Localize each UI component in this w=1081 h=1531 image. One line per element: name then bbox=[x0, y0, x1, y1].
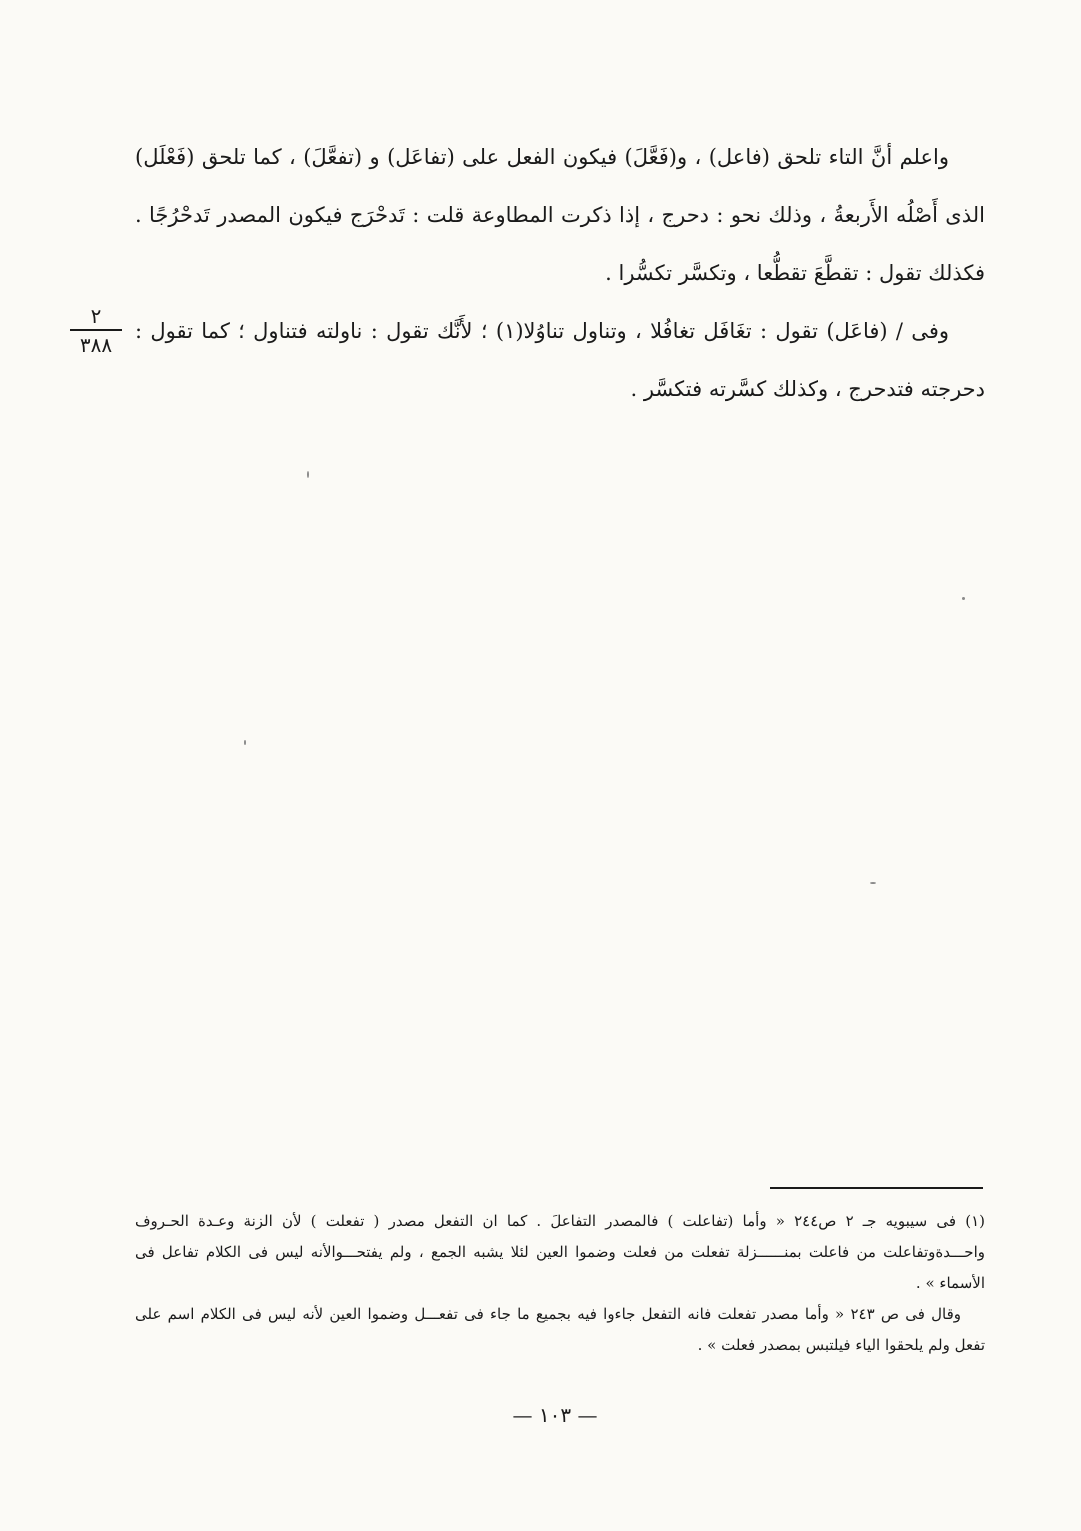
margin-reference-volume: ٢ bbox=[70, 304, 122, 331]
footnote-1: (١) فى سيبويه جـ ٢ ص٢٤٤ « وأما (تفاعلت ) فالمصدر التفاعلَ . كما ان التفعل مصدر ( تفعلت ) لأن الزنة وعـدة الحـروف واحـــدةوتفاعلت من فاعلت بمنــــــزلة تفعلت من فعلت وضموا العين لئلا يشبه الجمع ، ولم يفتحـــوالأنه ليس فى الكلام تفاعل فى الأسماء » . bbox=[135, 1212, 985, 1292]
scan-speck bbox=[870, 882, 876, 884]
scan-speck bbox=[962, 597, 965, 600]
footnote-2: وقال فى ص ٢٤٣ « وأما مصدر تفعلت فانه التفعل جاءوا فيه بجميع ما جاء فى تفعـــل وضموا العين لأنه ليس فى الكلام اسم على تفعل ولم يلحقوا الياء فيلتبس بمصدر فعلت » . bbox=[135, 1305, 985, 1354]
footnotes bbox=[135, 1206, 985, 1361]
footnote-divider bbox=[770, 1187, 983, 1189]
page-number: — ١٠٣ — bbox=[512, 1403, 598, 1427]
margin-page-reference bbox=[70, 304, 122, 357]
margin-reference-page: ٣٨٨ bbox=[79, 333, 113, 357]
paragraph-1: واعلم أنَّ التاء تلحق (فاعل) ، و(فَعَّلَ) فيكون الفعل على (تفاعَل) و (تفعَّلَ) ، كما تلحق (فَعْلَل) الذى أَصْلُه الأَربعةُ ، وذلك نحو : دحرج ، إذا ذكرت المطاوعة قلت : تَدحْرَج فيكون المصدر تَدحْرُجًا . فكذلك تقول : تقطَّعَ تقطُّعا ، وتكسَّر تكسُّرا . bbox=[135, 145, 985, 285]
scan-speck bbox=[244, 740, 246, 745]
main-text bbox=[135, 128, 985, 418]
scan-speck bbox=[307, 471, 309, 478]
paragraph-2: وفى / (فاعَل) تقول : تغَافَل تغافُلا ، وتناول تناوُلا(١) ؛ لأَنَّك تقول : ناولته فتناول ؛ كما تقول : دحرجته فتدحرج ، وكذلك كسَّرته فتكسَّر . bbox=[135, 319, 985, 401]
